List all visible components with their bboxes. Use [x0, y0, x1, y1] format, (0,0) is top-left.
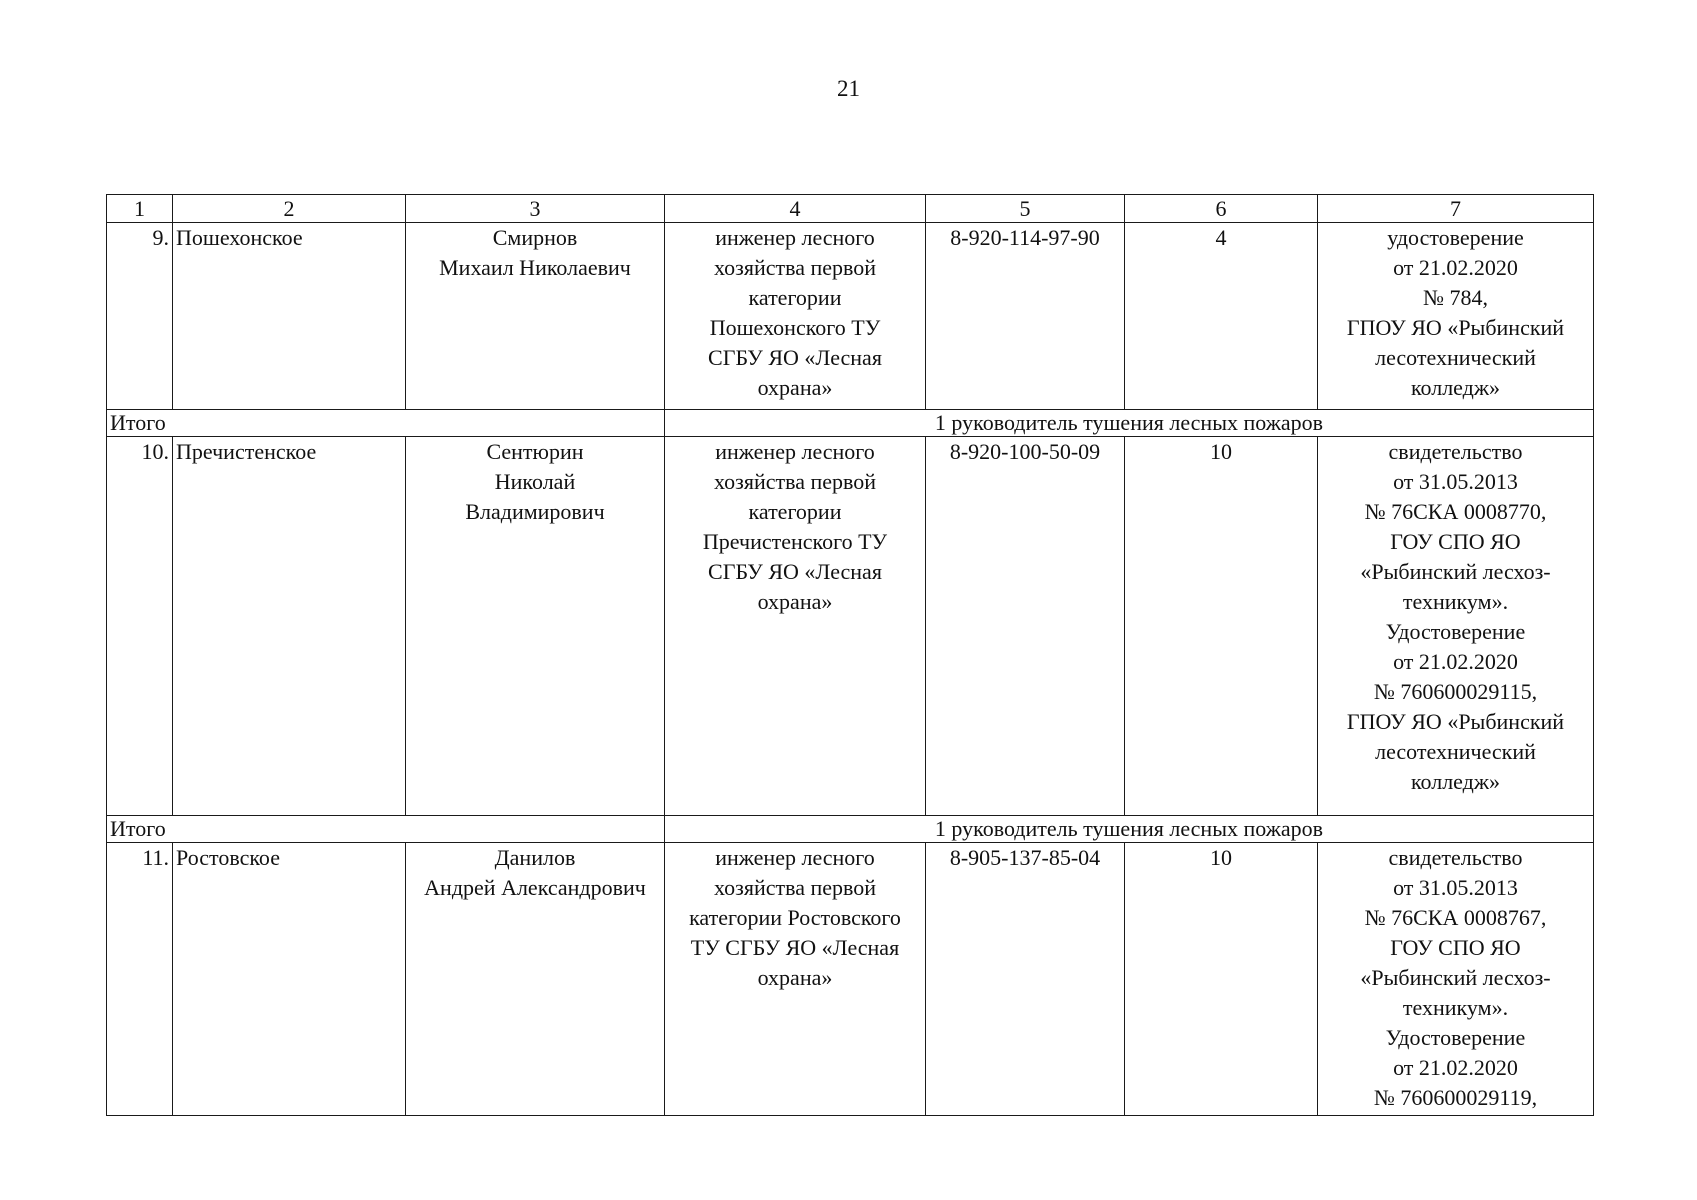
column-number: 6	[1125, 195, 1318, 223]
position-line: СГБУ ЯО «Лесная	[708, 345, 882, 370]
person-name	[406, 843, 665, 1116]
table-row	[107, 223, 1594, 410]
count-value: 4	[1125, 223, 1318, 410]
position-line: охрана»	[757, 375, 833, 400]
page-number: 21	[837, 76, 860, 101]
column-number: 4	[665, 195, 926, 223]
column-number: 7	[1318, 195, 1594, 223]
certificate-line: от 21.02.2020	[1393, 255, 1518, 280]
total-text: 1 руководитель тушения лесных пожаров	[665, 410, 1594, 437]
table-row	[107, 437, 1594, 816]
certificate-line: от 31.05.2013	[1393, 469, 1518, 494]
certificate-line: ГОУ СПО ЯО	[1390, 529, 1521, 554]
position-line: хозяйства первой	[713, 469, 877, 494]
row-number: 9.	[107, 223, 173, 410]
phone-number: 8-920-114-97-90	[926, 223, 1125, 410]
certificate-line: колледж»	[1410, 769, 1501, 794]
position	[665, 437, 926, 816]
certificate-line: ГОУ СПО ЯО	[1390, 935, 1521, 960]
name-line: Сентюрин	[486, 439, 584, 464]
column-number: 5	[926, 195, 1125, 223]
position-line: категории	[748, 285, 842, 310]
position-line: хозяйства первой	[713, 875, 877, 900]
certificate-line: № 784,	[1423, 285, 1488, 310]
personnel-table	[106, 194, 1594, 1116]
total-row	[107, 410, 1594, 437]
certificate	[1318, 437, 1594, 816]
position-line: СГБУ ЯО «Лесная	[708, 559, 882, 584]
certificate-line: от 31.05.2013	[1393, 875, 1518, 900]
count-value: 10	[1125, 843, 1318, 1116]
name-line: Андрей Александрович	[424, 875, 646, 900]
position-line: охрана»	[757, 965, 833, 990]
position-line: инженер лесного	[715, 439, 875, 464]
certificate-line: удостоверение	[1387, 225, 1524, 250]
certificate-line: техникум».	[1402, 589, 1509, 614]
certificate-line: Удостоверение	[1385, 1025, 1526, 1050]
position-line: категории Ростовского	[689, 905, 901, 930]
row-number: 11.	[107, 843, 173, 1116]
certificate-line: колледж»	[1410, 375, 1501, 400]
name-line: Данилов	[494, 845, 576, 870]
certificate-line: лесотехнический	[1375, 739, 1536, 764]
certificate-line: техникум».	[1402, 995, 1509, 1020]
certificate-line: свидетельство	[1388, 845, 1523, 870]
certificate-line: № 76СКА 0008770,	[1364, 499, 1547, 524]
phone-number: 8-920-100-50-09	[926, 437, 1125, 816]
certificate-line: «Рыбинский лесхоз-	[1360, 559, 1551, 584]
certificate-line: «Рыбинский лесхоз-	[1360, 965, 1551, 990]
certificate-line: свидетельство	[1388, 439, 1523, 464]
person-name	[406, 223, 665, 410]
name-line: Смирнов	[492, 225, 578, 250]
certificate-line: ГПОУ ЯО «Рыбинский	[1346, 315, 1565, 340]
certificate-line: № 760600029119,	[1373, 1085, 1538, 1110]
total-label: Итого	[107, 410, 665, 437]
column-number: 3	[406, 195, 665, 223]
position-line: инженер лесного	[715, 225, 875, 250]
count-value: 10	[1125, 437, 1318, 816]
certificate-line: Удостоверение	[1385, 619, 1526, 644]
certificate	[1318, 223, 1594, 410]
certificate-line: от 21.02.2020	[1393, 1055, 1518, 1080]
certificate-line: от 21.02.2020	[1393, 649, 1518, 674]
certificate	[1318, 843, 1594, 1116]
district-name: Ростовское	[173, 843, 406, 1116]
person-name	[406, 437, 665, 816]
table-row	[107, 843, 1594, 1116]
column-number-row	[107, 195, 1594, 223]
position-line: инженер лесного	[715, 845, 875, 870]
certificate-line: ГПОУ ЯО «Рыбинский	[1346, 709, 1565, 734]
position	[665, 223, 926, 410]
total-label: Итого	[107, 816, 665, 843]
district-name: Пошехонское	[173, 223, 406, 410]
position-line: охрана»	[757, 589, 833, 614]
position	[665, 843, 926, 1116]
row-number: 10.	[107, 437, 173, 816]
name-line: Николай	[494, 469, 576, 494]
column-number: 2	[173, 195, 406, 223]
phone-number: 8-905-137-85-04	[926, 843, 1125, 1116]
certificate-line: лесотехнический	[1375, 345, 1536, 370]
name-line: Михаил Николаевич	[439, 255, 631, 280]
position-line: ТУ СГБУ ЯО «Лесная	[690, 935, 900, 960]
position-line: Пошехонского ТУ	[709, 315, 881, 340]
total-row	[107, 816, 1594, 843]
certificate-line: № 760600029115,	[1373, 679, 1538, 704]
total-text: 1 руководитель тушения лесных пожаров	[665, 816, 1594, 843]
position-line: Пречистенского ТУ	[702, 529, 888, 554]
position-line: хозяйства первой	[713, 255, 877, 280]
certificate-line: № 76СКА 0008767,	[1364, 905, 1547, 930]
district-name: Пречистенское	[173, 437, 406, 816]
position-line: категории	[748, 499, 842, 524]
column-number: 1	[107, 195, 173, 223]
name-line: Владимирович	[465, 499, 605, 524]
